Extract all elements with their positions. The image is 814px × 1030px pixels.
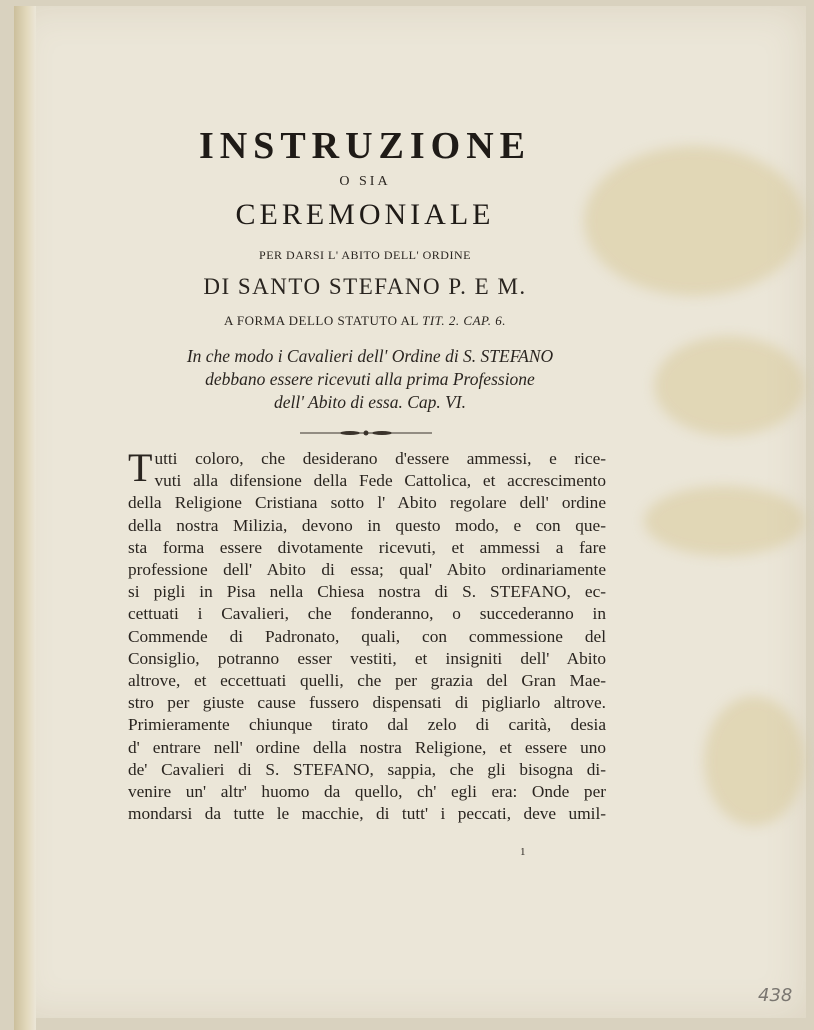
body-line: d' entrare nell' ordine della nostra Religione, et essere uno [128,737,606,757]
body-line: Commende di Padronato, quali, con commessione del [128,626,606,646]
body-line: si pigli in Pisa nella Chiesa nostra di S. STEFANO, ec- [128,582,606,602]
body-line: Consiglio, potranno esser vestiti, et insigniti dell' Abito [128,648,606,668]
title-main: INSTRUZIONE [198,125,532,167]
chapter-heading-line: dell' Abito di essa. Cap. VI. [273,392,467,412]
title-connector: O SIA [339,174,391,189]
body-line: utti coloro, che desiderano d'essere ammessi, e rice- [154,449,606,468]
subtitle-line-3 [0,313,730,329]
body-line: altrove, et eccettuati quelli, che per grazia del Gran Mae- [128,671,606,691]
statute-reference: TIT. 2. CAP. 6. [422,313,507,328]
body-line: mondarsi da tutte le macchie, di tutt' i peccati, deve umil- [128,804,606,824]
subtitle-line-2: DI SANTO STEFANO P. E M. [203,274,527,299]
water-stain [704,696,804,826]
body-line: de' Cavalieri di S. STEFANO, sappia, che gli bisogna di- [128,759,606,779]
chapter-heading-line: In che modo i Cavalieri dell' Ordine di S. STEFANO [186,346,554,366]
body-line: della nostra Milizia, devono in questo modo, e con que- [128,515,606,535]
ornamental-rule [300,429,432,437]
body-line: professione dell' Abito di essa; qual' Abito ordinariamente [128,560,606,580]
body-line: venire un' altr' huomo da quello, ch' egli era: Onde per [128,782,606,802]
folio-number: 438 [758,985,793,1006]
body-text [128,445,606,825]
chapter-heading-line: debbano essere ricevuti alla prima Professione [205,369,535,389]
body-line: vuti alla difensione della Fede Cattolica, et accrescimento [154,471,606,491]
body-line: cettuati i Cavalieri, che fonderanno, o succederanno in [128,604,606,624]
water-stain [644,486,804,556]
body-line: Primieramente chiunque tirato dal zelo di carità, desia [128,715,606,735]
subtitle-line-3-prefix: A FORMA DELLO STATUTO AL [223,313,423,328]
body-line: stro per giuste cause fussero dispensati di pigliarlo altrove. [128,693,606,713]
body-line: sta forma essere divotamente ricevuti, et ammessi a fare [128,537,606,557]
body-line: della Religione Cristiana sotto l' Abito regolare dell' ordine [128,493,606,513]
signature-mark: 1 [520,846,526,858]
title-second: CEREMONIALE [235,198,495,231]
subtitle-line-1: PER DARSI L' ABITO DELL' ORDINE [259,248,471,262]
drop-capital: T [128,445,153,490]
